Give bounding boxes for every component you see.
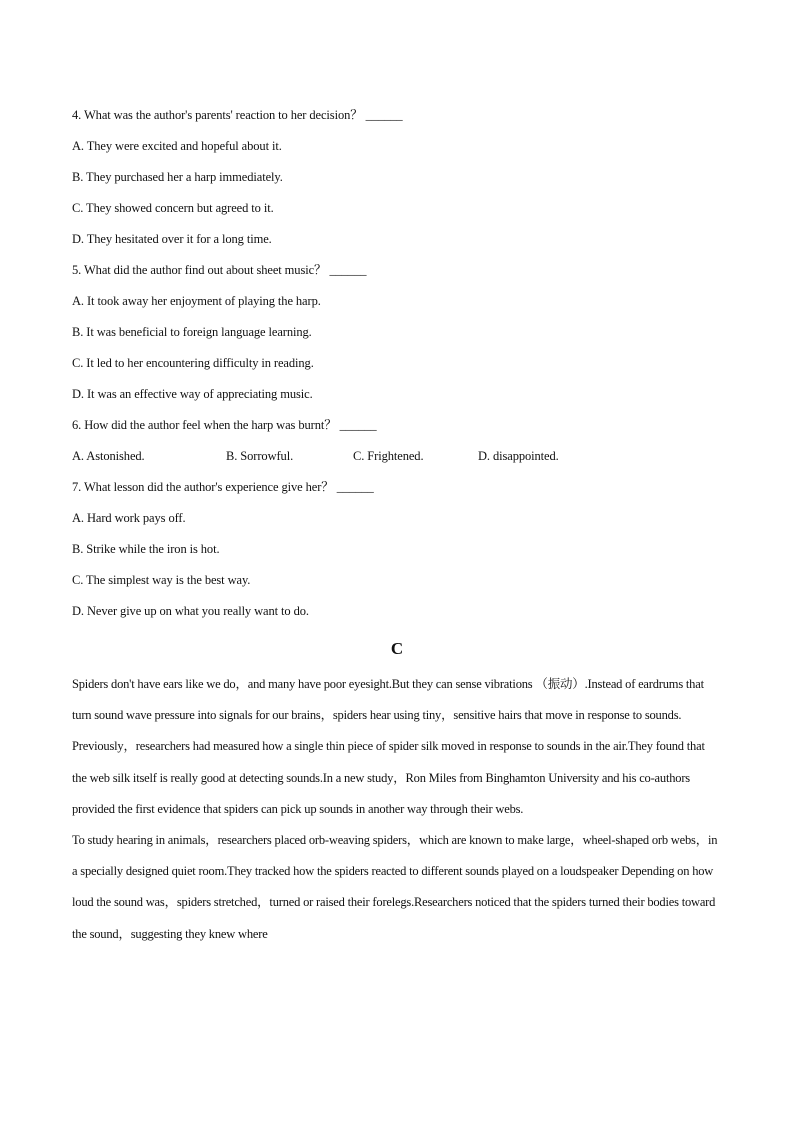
question-4-option-c: C. They showed concern but agreed to it. (72, 201, 274, 215)
question-6-option-d: D. disappointed. (478, 449, 559, 463)
question-5-option-d: D. It was an effective way of appreciating music. (72, 387, 313, 401)
question-4-stem: 4. What was the author's parents' reaction to her decision？ ______ (72, 108, 403, 122)
question-5-option-c: C. It led to her encountering difficulty in reading. (72, 356, 314, 370)
question-7-option-c: C. The simplest way is the best way. (72, 573, 251, 587)
passage-paragraph-2: Previously，researchers had measured how a single thin piece of spider silk moved in response to sounds in the air.They found that the web silk itself is really good at detecting sounds.In a new study，Ron Miles from Binghamton University and his co-authors provided the first evidence that spiders can pick up sounds in another way through their webs. (72, 739, 705, 816)
question-5-option-a: A. It took away her enjoyment of playing the harp. (72, 294, 321, 308)
question-6-option-b: B. Sorrowful. (226, 449, 294, 463)
question-7-option-d: D. Never give up on what you really want to do. (72, 604, 309, 618)
question-4-option-b: B. They purchased her a harp immediately. (72, 170, 283, 184)
exam-page (72, 100, 722, 950)
question-7-option-b: B. Strike while the iron is hot. (72, 542, 220, 556)
question-6-option-c: C. Frightened. (353, 449, 424, 463)
passage-paragraph-3: To study hearing in animals，researchers placed orb-weaving spiders，which are known to make large，wheel-shaped orb webs，in a specially designed quiet room.They tracked how the spiders reacted to different sounds played on a loudspeaker Depending on how loud the sound was，spiders stretched，turned or raised their forelegs.Researchers noticed that the spiders turned their bodies toward the sound，suggesting they knew where (72, 833, 718, 941)
question-6-stem: 6. How did the author feel when the harp was burnt？ ______ (72, 418, 377, 432)
section-heading: C (390, 639, 404, 658)
question-6-option-a: A. Astonished. (72, 449, 145, 463)
passage-paragraph-1: Spiders don't have ears like we do，and many have poor eyesight.But they can sense vibrations （振动）.Instead of eardrums that turn sound wave pressure into signals for our brains，spiders hear using tiny，sensitive hairs that move in response to sounds. (72, 677, 704, 723)
question-4-option-d: D. They hesitated over it for a long time. (72, 232, 272, 246)
question-7-option-a: A. Hard work pays off. (72, 511, 186, 525)
question-6-options (72, 441, 722, 472)
question-5-option-b: B. It was beneficial to foreign language learning. (72, 325, 312, 339)
reading-passage (72, 669, 722, 950)
question-7-stem: 7. What lesson did the author's experience give her？ ______ (72, 480, 374, 494)
question-5-stem: 5. What did the author find out about sheet music？ ______ (72, 263, 367, 277)
question-4-option-a: A. They were excited and hopeful about it. (72, 139, 282, 153)
